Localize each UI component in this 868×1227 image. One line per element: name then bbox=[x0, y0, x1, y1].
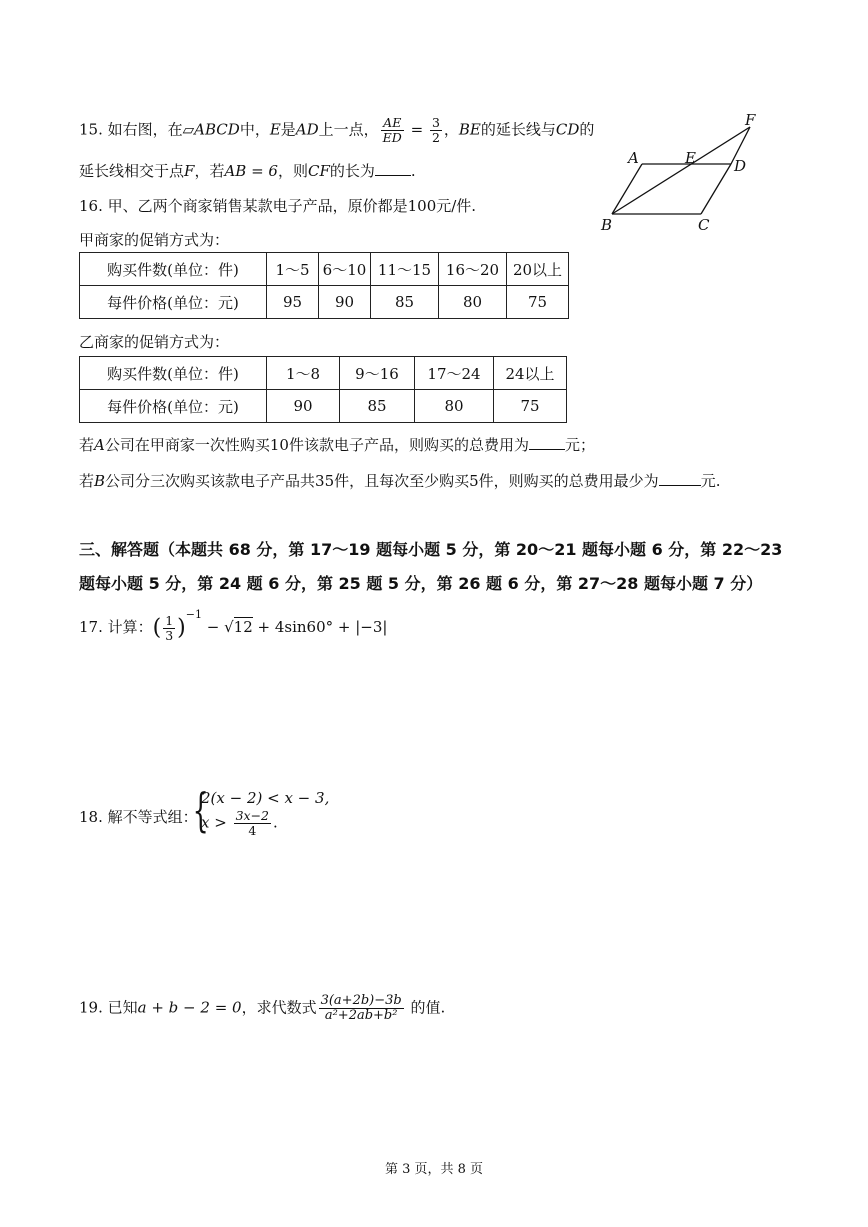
yi-table bbox=[79, 356, 567, 423]
table-row: 每件价格(单位：元) 90 85 80 75 bbox=[80, 390, 567, 423]
edge-ab bbox=[612, 164, 642, 214]
table-row: 购买件数(单位：件) 1～8 9～16 17～24 24以上 bbox=[80, 357, 567, 390]
q16-part-b: 若B公司分三次购买该款电子产品共35件，且每次至少购买5件，则购买的总费用最少为 元. bbox=[79, 472, 721, 490]
label-a: A bbox=[628, 149, 639, 167]
answer-blank bbox=[375, 161, 411, 176]
label-b: B bbox=[601, 216, 613, 234]
edge-cd bbox=[701, 164, 731, 214]
answer-blank bbox=[659, 471, 701, 486]
q16-intro: 16. 甲、乙两个商家销售某款电子产品，原价都是100元/件. bbox=[79, 197, 477, 215]
q15-line2: 延长线相交于点F，若AB = 6，则CF的长为 . bbox=[79, 162, 416, 180]
label-f: F bbox=[745, 111, 756, 129]
table-row: 每件价格(单位：元) 95 90 85 80 75 bbox=[80, 286, 569, 319]
system-brace: { bbox=[192, 783, 209, 837]
q18-row1: 2(x − 2) < x − 3, bbox=[201, 789, 330, 807]
jia-table bbox=[79, 252, 569, 319]
fraction-3-2: $\frac{3}{2}$ bbox=[431, 115, 440, 145]
section-header-line2: 题每小题 5 分，第 24 题 6 分，第 25 题 5 分，第 26 题 6 分，第 27～28 题每小题 7 分） bbox=[79, 574, 763, 593]
section-header-line1: 三、解答题（本题共 68 分，第 17～19 题每小题 5 分，第 20～21 题每小题 6 分，第 22～23 bbox=[79, 540, 783, 559]
q18-row2: x > $\frac{3x-2}{4}$ . bbox=[201, 808, 278, 838]
jia-label: 甲商家的促销方式为： bbox=[79, 231, 230, 249]
q16-part-a: 若A公司在甲商家一次性购买10件该款电子产品，则购买的总费用为 元； bbox=[79, 436, 595, 454]
q15-line1: 15. 如右图，在▱ABCD中，E是AD上一点， $\frac{AE}{ED}$ = $\frac{3}{2}$ ，BE的延长线与CD的 bbox=[79, 115, 595, 145]
q17: 17. 计算：( $\frac{1}{3}$ )$^{-1}$ − √12 + 4sin60° + |−3| bbox=[79, 608, 388, 643]
answer-blank bbox=[529, 435, 565, 450]
q19: 19. 已知a + b − 2 = 0，求代数式 $\frac{3(a+2b)-3b}{\text{a²+2ab+b²}}$ 的值. bbox=[79, 993, 446, 1023]
line-bf bbox=[612, 127, 750, 214]
page-footer: 第 3 页，共 8 页 bbox=[384, 1162, 484, 1177]
q18-label: 18. 解不等式组： bbox=[79, 808, 198, 826]
parallelogram-symbol: ▱ bbox=[182, 120, 195, 139]
parallelogram-figure bbox=[595, 110, 770, 235]
table-row: 购买件数(单位：件) 1～5 6～10 11～15 16～20 20以上 bbox=[80, 253, 569, 286]
label-e: E bbox=[685, 149, 696, 167]
label-d: D bbox=[734, 157, 747, 175]
label-c: C bbox=[698, 216, 710, 234]
yi-label: 乙商家的促销方式为： bbox=[79, 333, 230, 351]
fraction-ae-ed: $\frac{AE}{ED}$ bbox=[382, 115, 402, 145]
